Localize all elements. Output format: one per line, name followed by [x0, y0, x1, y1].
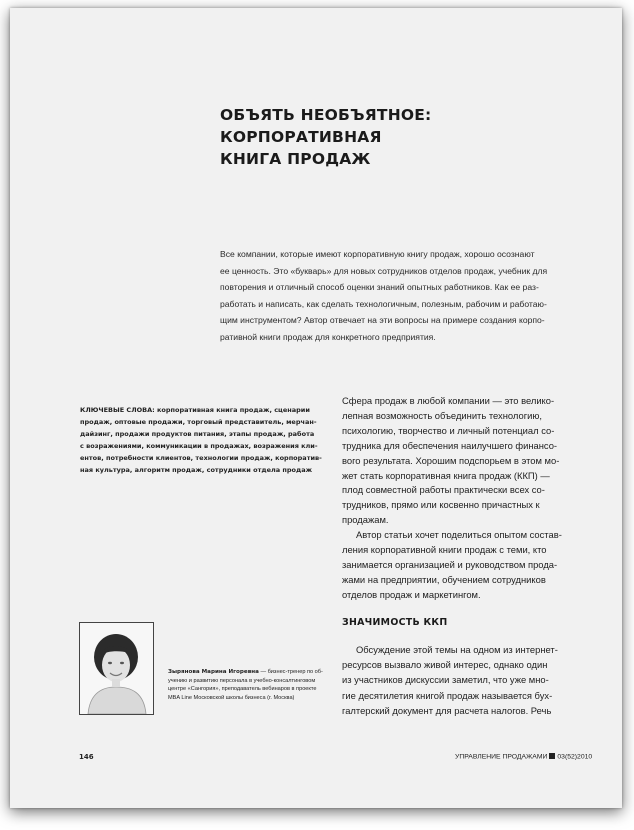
keywords-line: ная культура, алгоритм продаж, сотрудники отдела продаж — [80, 466, 313, 474]
body-line: отделов продаж и маркетингом. — [342, 588, 481, 600]
page-number: 146 — [79, 753, 94, 761]
keywords-line: ентов, потребности клиентов, технологии продаж, корпоратив- — [80, 454, 322, 462]
keywords-line: продаж, оптовые продажи, торговый представитель, мерчан- — [80, 418, 317, 426]
keywords-line: дайзинг, продажи продуктов питания, этапы продаж, работа — [80, 430, 315, 438]
author-line — [168, 668, 336, 677]
lead-line: повторения и отличный способ оценки знаний опытных работников. Как ее раз- — [220, 282, 539, 293]
author-name: Зырянова Марина Игоревна — [168, 669, 259, 675]
section-body — [342, 642, 602, 718]
section-line: галтерский документ для расчета налогов. Речь — [342, 704, 552, 716]
author-line: учению и развитию персонала в учебно-консалтинговом — [168, 677, 316, 684]
body-line: жет стать корпоративная книга продаж (ККП) — — [342, 469, 550, 481]
body-line: продажам. — [342, 514, 389, 526]
body-line: трудников, прямо или косвенно причастных к — [342, 499, 540, 511]
section-line: ресурсов вызвало живой интерес, однако один — [342, 659, 548, 671]
journal-name: УПРАВЛЕНИЕ ПРОДАЖАМИ — [455, 753, 548, 761]
body-line: жами на предприятии, обучением сотрудников — [342, 573, 546, 585]
body-line: трудника для обеспечения наилучшего финансо- — [342, 439, 558, 451]
body-line: вого результата. Хорошим подспорьем в этом мо- — [342, 454, 560, 466]
article-body — [342, 394, 602, 603]
section-line: гие десятилетия книгой продаж называется бух- — [342, 689, 553, 701]
author-bio-text: — бизнес-тренер по об- — [260, 669, 323, 675]
section-line: из участников дискуссии заметил, что уже мно- — [342, 674, 549, 686]
issue-number: 03(52)2010 — [557, 753, 593, 761]
author-line: центре «Сангория», преподаватель вебинаров в проекте — [168, 686, 317, 693]
body-line: ления корпоративной книги продаж с теми, кто — [342, 544, 547, 556]
author-bio — [168, 668, 336, 702]
square-bullet-icon — [549, 753, 555, 759]
article-title — [220, 104, 580, 170]
body-line: занимается организацией и руководством прода- — [342, 558, 558, 570]
magazine-page — [10, 8, 622, 808]
journal-footer — [455, 753, 592, 761]
lead-line: работать и написать, как сделать технологичным, полезным, рабочим и работаю- — [220, 298, 547, 309]
title-line: КНИГА ПРОДАЖ — [220, 150, 371, 168]
author-line: MBA Line Московской школы бизнеса (г. Москва) — [168, 694, 295, 701]
body-line: Автор статьи хочет поделиться опытом состав- — [356, 529, 562, 541]
body-line: плод совместной работы практически всех со- — [342, 484, 545, 496]
title-line: ОБЪЯТЬ НЕОБЪЯТНОЕ: КОРПОРАТИВНАЯ — [220, 106, 432, 146]
keywords-block — [80, 404, 342, 476]
section-heading: ЗНАЧИМОСТЬ ККП — [342, 617, 448, 628]
author-photo — [79, 622, 154, 715]
lead-line: Все компании, которые имеют корпоративную книгу продаж, хорошо осознают — [220, 249, 535, 259]
body-line: психологию, творчество и личный потенциал со- — [342, 424, 555, 436]
lead-line: ративной книги продаж для конкретного предприятия. — [220, 331, 436, 342]
body-line: Сфера продаж в любой компании — это велико- — [342, 395, 555, 406]
lead-line: щим инструментом? Автор отвечает на эти вопросы на примере создания корпо- — [220, 315, 545, 326]
lead-line: ее ценность. Это «букварь» для новых сотрудников отделов продаж, учебник для — [220, 265, 548, 276]
keywords-line: с возражениями, коммуникации в продажах, возражения кли- — [80, 442, 318, 450]
section-line: Обсуждение этой темы на одном из интернет- — [356, 644, 558, 655]
keywords-line: КЛЮЧЕВЫЕ СЛОВА: корпоративная книга продаж, сценарии — [80, 406, 310, 414]
body-line: лепная возможность объединить технологию, — [342, 409, 542, 421]
article-lead — [220, 246, 600, 346]
